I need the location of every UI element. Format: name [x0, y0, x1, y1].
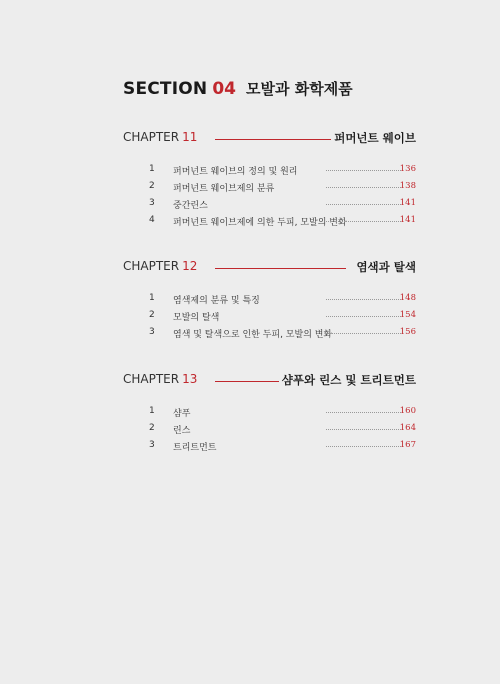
dot-leader	[326, 446, 401, 447]
entry-title: 염색 및 탈색으로 인한 두피, 모발의 변화	[173, 330, 333, 340]
toc-entry[interactable]	[123, 291, 416, 308]
entry-title: 중간린스	[173, 201, 208, 211]
entry-title: 린스	[173, 426, 191, 436]
entry-title: 트리트먼트	[173, 443, 217, 453]
entry-page: 141	[399, 198, 416, 208]
toc-entry[interactable]	[123, 421, 416, 438]
dot-leader	[326, 170, 401, 171]
chapter-number: 13	[182, 372, 198, 386]
toc-entry[interactable]	[123, 438, 416, 455]
chapter-entries	[123, 162, 416, 230]
entry-page: 148	[399, 293, 416, 303]
toc-entry[interactable]	[123, 213, 416, 230]
toc-entry[interactable]	[123, 308, 416, 325]
toc-entry[interactable]	[123, 162, 416, 179]
entry-page: 164	[399, 423, 416, 433]
chapter-header	[123, 259, 416, 279]
chapter-entries	[123, 404, 416, 455]
chapter-rule	[215, 139, 331, 140]
entry-number: 1	[149, 164, 155, 174]
chapter-label: CHAPTER 13	[123, 372, 198, 386]
section-number: 04	[212, 79, 237, 99]
dot-leader	[326, 429, 401, 430]
chapter-label: CHAPTER 11	[123, 130, 198, 144]
dot-leader	[326, 221, 401, 222]
chapter-13	[123, 372, 416, 455]
entry-number: 3	[149, 327, 155, 337]
entry-number: 3	[149, 440, 155, 450]
entry-number: 2	[149, 423, 155, 433]
entry-page: 156	[399, 327, 416, 337]
section-heading	[123, 78, 353, 102]
dot-leader	[326, 412, 401, 413]
chapter-12	[123, 259, 416, 342]
chapter-label: CHAPTER 12	[123, 259, 198, 273]
chapter-number: 12	[182, 259, 198, 273]
entry-title: 퍼머넌트 웨이브제의 분류	[173, 184, 275, 194]
entry-title: 샴푸	[173, 409, 191, 419]
entry-page: 160	[399, 406, 416, 416]
dot-leader	[326, 316, 401, 317]
toc-entry[interactable]	[123, 179, 416, 196]
entry-page: 154	[399, 310, 416, 320]
entry-page: 138	[399, 181, 416, 191]
dot-leader	[326, 333, 401, 334]
chapter-rule	[215, 381, 279, 382]
chapter-title: 퍼머넌트 웨이브	[334, 131, 416, 145]
entry-title: 퍼머넌트 웨이브의 정의 및 원리	[173, 167, 298, 177]
chapter-title: 샴푸와 린스 및 트리트먼트	[281, 373, 416, 387]
chapter-entries	[123, 291, 416, 342]
chapter-rule	[215, 268, 346, 269]
dot-leader	[326, 204, 401, 205]
toc-entry[interactable]	[123, 196, 416, 213]
toc-entry[interactable]	[123, 325, 416, 342]
entry-number: 3	[149, 198, 155, 208]
entry-number: 2	[149, 181, 155, 191]
section-name: 모발과 화학제품	[246, 80, 353, 98]
entry-title: 퍼머넌트 웨이브제에 의한 두피, 모발의 변화	[173, 218, 347, 228]
chapter-11	[123, 130, 416, 230]
entry-title: 염색제의 분류 및 특징	[173, 296, 260, 306]
toc-entry[interactable]	[123, 404, 416, 421]
entry-number: 4	[149, 215, 155, 225]
entry-page: 141	[399, 215, 416, 225]
chapter-number: 11	[182, 130, 198, 144]
section-word: SECTION	[123, 79, 208, 99]
entry-number: 2	[149, 310, 155, 320]
entry-number: 1	[149, 406, 155, 416]
chapter-header	[123, 372, 416, 392]
entry-page: 167	[399, 440, 416, 450]
entry-title: 모발의 탈색	[173, 313, 220, 323]
dot-leader	[326, 187, 401, 188]
dot-leader	[326, 299, 401, 300]
entry-number: 1	[149, 293, 155, 303]
entry-page: 136	[399, 164, 416, 174]
chapter-title: 염색과 탈색	[356, 260, 416, 274]
chapter-header	[123, 130, 416, 150]
